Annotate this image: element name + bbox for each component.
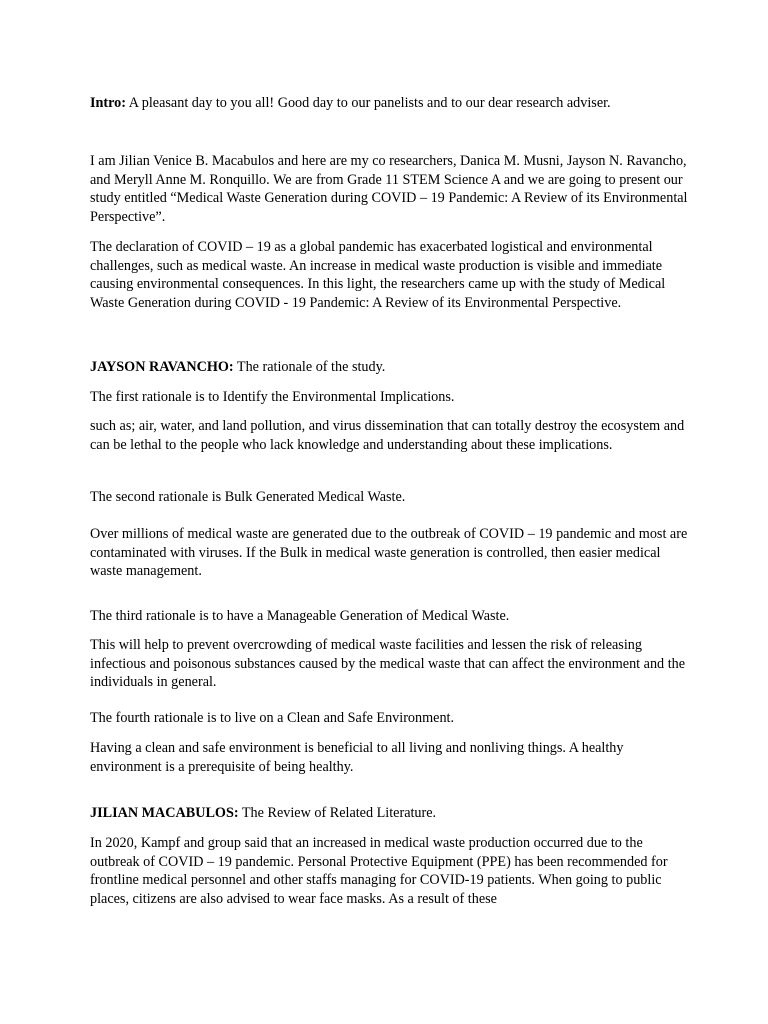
rationale-3-title: The third rationale is to have a Manageable Generation of Medical Waste. [90,608,510,624]
rationale-1-body: such as; air, water, and land pollution, and virus dissemination that can totally destroy the ecosystem and can be lethal to the people who lack knowledge and understanding about these implications. [90,418,685,453]
introduction-paragraph: I am Jilian Venice B. Macabulos and here are my co researchers, Danica M. Musni, Jayson N. Ravancho, and Meryll Anne M. Ronquillo. We are from Grade 11 STEM Science A and we are going to present our study entitled “Medical Waste Generation during COVID – 19 Pandemic: A Review of its Environmental Perspective”. [90,153,688,226]
intro-paragraph [90,94,690,113]
rationale-3-body: This will help to prevent overcrowding of medical waste facilities and lessen the risk of releasing infectious and poisonous substances caused by the medical waste that can affect the environment and the individuals in general. [90,637,686,691]
jilian-heading [90,804,690,823]
jilian-heading-text: The Review of Related Literature. [238,805,437,821]
intro-text: A pleasant day to you all! Good day to our panelists and to our dear research adviser. [126,95,611,111]
rationale-4-body: Having a clean and safe environment is beneficial to all living and nonliving things. A healthy environment is a prerequisite of being healthy. [90,740,624,775]
rationale-2-title: The second rationale is Bulk Generated Medical Waste. [90,489,406,505]
jayson-speaker-label: JAYSON RAVANCHO: [90,359,234,375]
jayson-heading-text: The rationale of the study. [233,359,386,375]
intro-label: Intro: [90,95,126,111]
jilian-speaker-label: JILIAN MACABULOS: [90,805,239,821]
literature-review-paragraph: In 2020, Kampf and group said that an increased in medical waste production occurred due to the outbreak of COVID – 19 pandemic. Personal Protective Equipment (PPE) has been recommended for frontline medical personnel and other staffs managing for COVID-19 patients. When going to public places, citizens are also advised to wear face masks. As a result of these [90,835,668,908]
rationale-2-body: Over millions of medical waste are generated due to the outbreak of COVID – 19 pandemic and most are contaminated with viruses. If the Bulk in medical waste generation is controlled, then easier medical waste management. [90,526,688,580]
rationale-1-title: The first rationale is to Identify the Environmental Implications. [90,389,455,405]
jayson-heading [90,358,690,377]
background-paragraph: The declaration of COVID – 19 as a global pandemic has exacerbated logistical and environmental challenges, such as medical waste. An increase in medical waste production is visible and immediate causing environmental consequences. In this light, the researchers came up with the study of Medical Waste Generation during COVID - 19 Pandemic: A Review of its Environmental Perspective. [90,239,666,312]
rationale-4-title: The fourth rationale is to live on a Clean and Safe Environment. [90,710,455,726]
